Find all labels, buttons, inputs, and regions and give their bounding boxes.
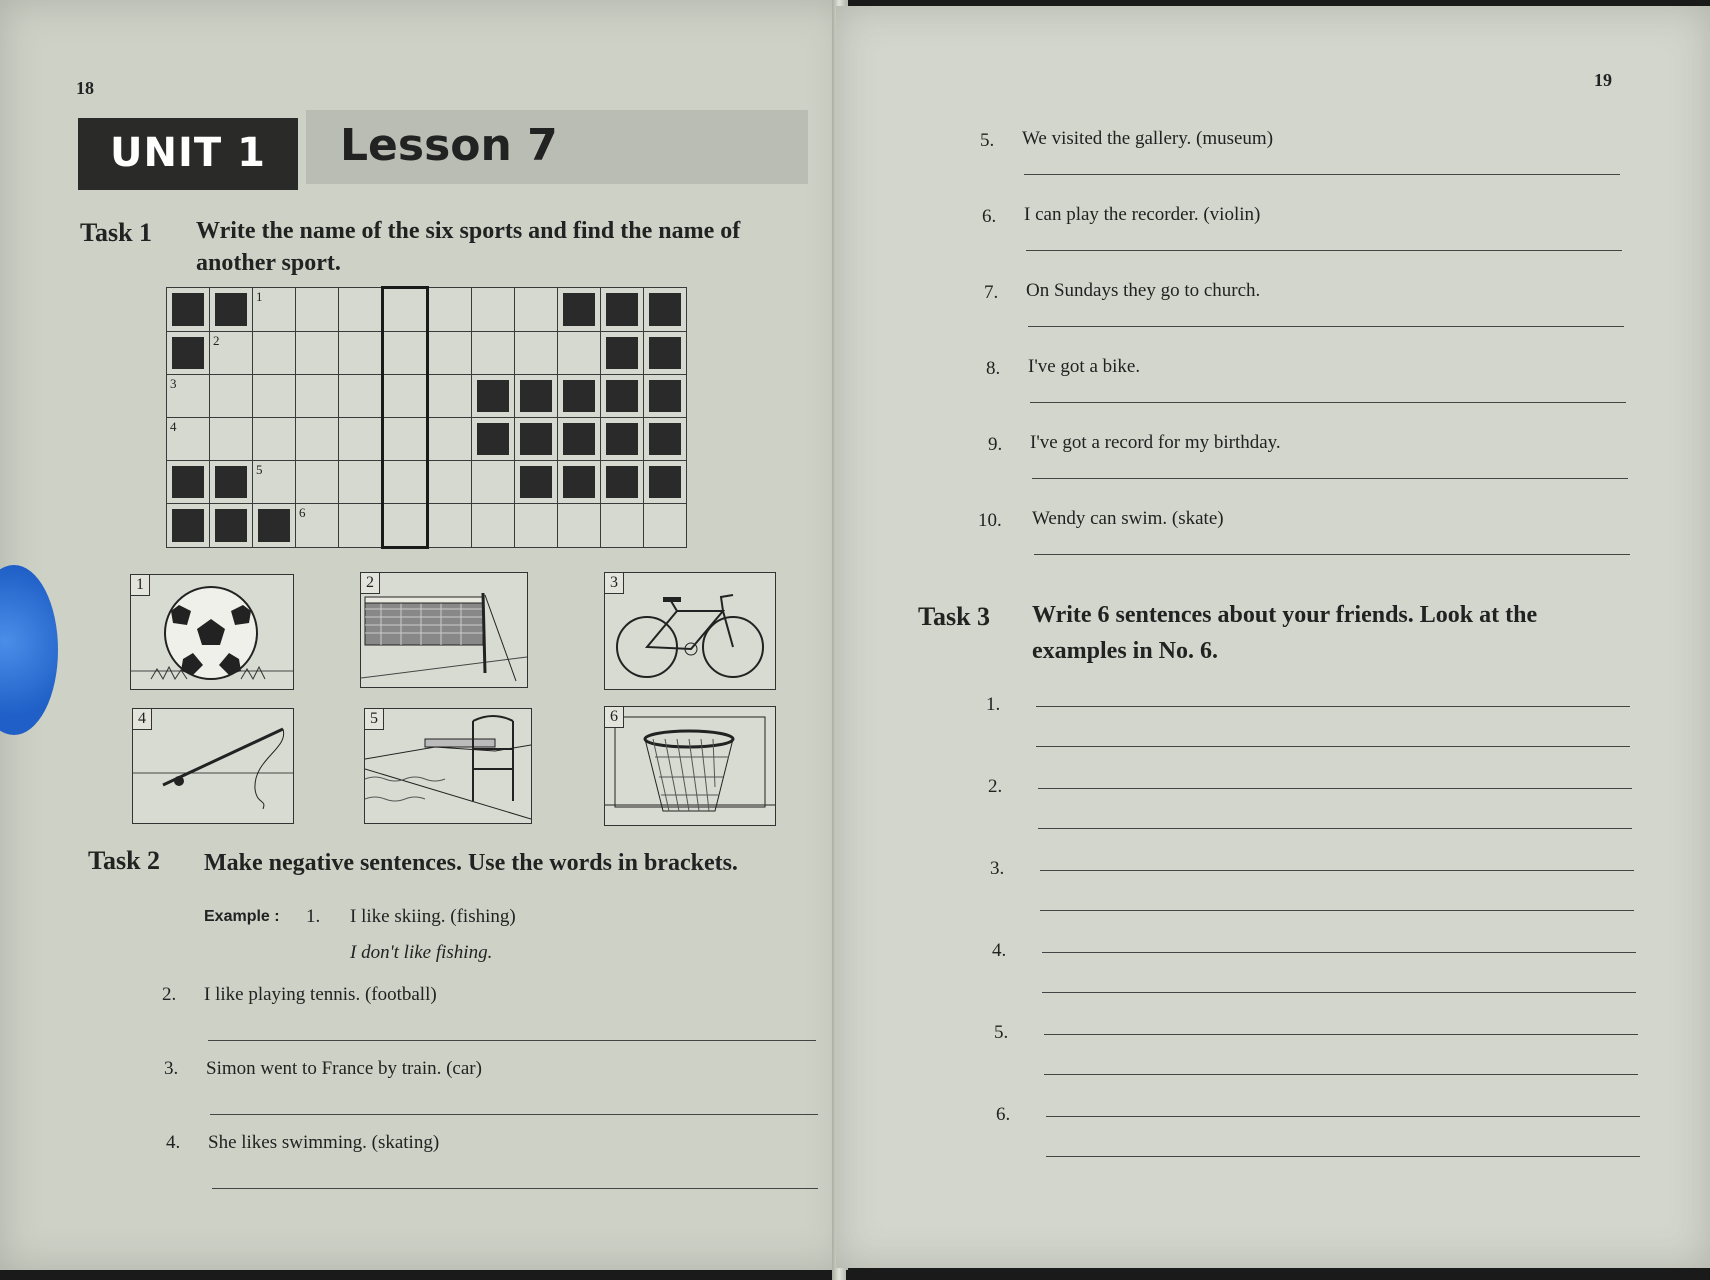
crossword-cell[interactable] [515, 332, 558, 375]
crossword-black-cell [210, 288, 253, 332]
answer-line[interactable] [1042, 952, 1636, 953]
crossword-cell[interactable] [428, 418, 472, 461]
fishing-rod-icon [133, 709, 293, 823]
crossword-grid [166, 286, 687, 549]
crossword-black-cell [644, 461, 687, 504]
task3-instruction-line2: examples in No. 6. [1032, 638, 1218, 664]
basketball-hoop-icon [605, 707, 775, 825]
crossword-number: 1 [256, 289, 263, 304]
crossword-cell[interactable] [472, 332, 515, 375]
task3-instruction-line1: Write 6 sentences about your friends. Look at the [1032, 602, 1538, 628]
crossword-cell[interactable] [339, 418, 383, 461]
crossword-hidden-word-cell[interactable] [383, 504, 428, 548]
crossword-hidden-word-cell[interactable] [383, 375, 428, 418]
answer-line[interactable] [1036, 746, 1630, 747]
crossword-black-cell [167, 332, 210, 375]
crossword-black-cell [601, 375, 644, 418]
item-number: 1. [986, 694, 1001, 715]
task2-item-text: I've got a record for my birthday. [1030, 432, 1281, 453]
crossword-black-cell [644, 332, 687, 375]
crossword-cell[interactable] [253, 288, 296, 332]
answer-line[interactable] [1038, 788, 1632, 789]
answer-line[interactable] [1032, 478, 1628, 479]
crossword-cell[interactable] [296, 332, 339, 375]
crossword-hidden-word-cell[interactable] [383, 332, 428, 375]
crossword-cell[interactable] [601, 504, 644, 548]
answer-line[interactable] [210, 1114, 818, 1115]
picture-number: 2 [361, 573, 380, 594]
crossword-cell[interactable] [167, 375, 210, 418]
item-number: 2. [988, 776, 1003, 797]
answer-line[interactable] [1044, 1074, 1638, 1075]
task2-label: Task 2 [88, 846, 161, 875]
left-page [0, 0, 848, 1270]
crossword-hidden-word-cell[interactable] [383, 461, 428, 504]
picture-number: 4 [133, 709, 152, 730]
crossword-cell[interactable] [472, 288, 515, 332]
crossword-hidden-word-cell[interactable] [383, 288, 428, 332]
item-number: 4. [166, 1132, 181, 1153]
crossword-cell[interactable] [339, 504, 383, 548]
item-number: 6. [982, 206, 997, 227]
crossword-black-cell [558, 288, 601, 332]
item-number: 5. [980, 130, 995, 151]
task1-instruction-line1: Write the name of the six sports and find the name of [196, 218, 741, 244]
page-number-right: 19 [1594, 70, 1612, 90]
picture-number: 5 [365, 709, 384, 730]
item-number: 2. [162, 984, 177, 1005]
crossword-black-cell [558, 461, 601, 504]
crossword-cell[interactable] [515, 504, 558, 548]
answer-line[interactable] [208, 1040, 816, 1041]
example-answer: I don't like fishing. [350, 942, 493, 963]
crossword-black-cell [167, 504, 210, 548]
item-number: 10. [978, 510, 1002, 531]
crossword-number: 2 [213, 333, 220, 348]
answer-line[interactable] [1028, 326, 1624, 327]
answer-line[interactable] [1044, 1034, 1638, 1035]
bicycle-icon [605, 573, 775, 689]
crossword-cell[interactable] [253, 332, 296, 375]
crossword-cell[interactable] [253, 418, 296, 461]
crossword-black-cell [167, 288, 210, 332]
crossword-cell[interactable] [210, 418, 253, 461]
crossword-black-cell [472, 375, 515, 418]
crossword-cell[interactable] [296, 418, 339, 461]
crossword-hidden-word-cell[interactable] [383, 418, 428, 461]
task2-instruction: Make negative sentences. Use the words in brackets. [204, 850, 738, 876]
task2-item-text: On Sundays they go to church. [1026, 280, 1261, 301]
crossword-cell[interactable] [339, 375, 383, 418]
crossword-black-cell [472, 418, 515, 461]
crossword-black-cell [167, 461, 210, 504]
crossword-cell[interactable] [339, 288, 383, 332]
answer-line[interactable] [1026, 250, 1622, 251]
crossword-cell[interactable] [210, 332, 253, 375]
picture-6-basketball-hoop [604, 706, 776, 826]
crossword-number: 4 [170, 419, 177, 434]
answer-line[interactable] [1040, 870, 1634, 871]
item-number: 3. [164, 1058, 179, 1079]
crossword-cell[interactable] [428, 332, 472, 375]
task2-item-text: She likes swimming. (skating) [208, 1132, 440, 1153]
crossword-cell[interactable] [515, 288, 558, 332]
crossword-black-cell [601, 461, 644, 504]
football-icon [131, 575, 293, 689]
answer-line[interactable] [1038, 828, 1632, 829]
task1-instruction-line2: another sport. [196, 250, 341, 276]
tennis-net-icon [361, 573, 527, 687]
crossword-black-cell [601, 418, 644, 461]
crossword-cell[interactable] [472, 504, 515, 548]
crossword-cell[interactable] [167, 418, 210, 461]
crossword-cell[interactable] [339, 332, 383, 375]
answer-line[interactable] [1046, 1116, 1640, 1117]
crossword-cell[interactable] [558, 504, 601, 548]
blue-glove-finger [0, 565, 58, 735]
crossword-number: 5 [256, 462, 263, 477]
answer-line[interactable] [1024, 174, 1620, 175]
picture-5-swimming-pool [364, 708, 532, 824]
crossword-black-cell [253, 504, 296, 548]
example-number: 1. [306, 906, 321, 927]
crossword-black-cell [515, 375, 558, 418]
task2-item-text: I like playing tennis. (football) [204, 984, 437, 1005]
crossword-cell[interactable] [296, 504, 339, 548]
crossword-black-cell [558, 418, 601, 461]
right-page [836, 6, 1710, 1268]
picture-number: 1 [131, 575, 150, 596]
crossword-black-cell [644, 375, 687, 418]
crossword-black-cell [210, 461, 253, 504]
crossword-black-cell [601, 288, 644, 332]
swimming-pool-icon [365, 709, 531, 823]
crossword-cell[interactable] [558, 332, 601, 375]
example-label: Example : [204, 908, 280, 925]
crossword-number: 6 [299, 505, 306, 520]
task2-item-text: I can play the recorder. (violin) [1024, 204, 1261, 225]
task2-item-text: I've got a bike. [1028, 356, 1141, 377]
crossword-cell[interactable] [472, 461, 515, 504]
item-number: 4. [992, 940, 1007, 961]
crossword-cell[interactable] [296, 375, 339, 418]
item-number: 6. [996, 1104, 1011, 1125]
crossword-cell[interactable] [428, 461, 472, 504]
answer-line[interactable] [1034, 554, 1630, 555]
picture-2-tennis-net [360, 572, 528, 688]
unit-banner [78, 118, 298, 190]
crossword-black-cell [644, 418, 687, 461]
item-number: 7. [984, 282, 999, 303]
crossword-cell[interactable] [339, 461, 383, 504]
crossword-cell[interactable] [428, 504, 472, 548]
answer-line[interactable] [1042, 992, 1636, 993]
picture-number: 6 [605, 707, 624, 728]
picture-number: 3 [605, 573, 624, 594]
answer-line[interactable] [1036, 706, 1630, 707]
crossword-black-cell [515, 461, 558, 504]
crossword-black-cell [644, 288, 687, 332]
example-sentence: I like skiing. (fishing) [350, 906, 516, 927]
task1-label: Task 1 [80, 218, 153, 247]
item-number: 9. [988, 434, 1003, 455]
crossword-black-cell [558, 375, 601, 418]
crossword-cell[interactable] [644, 504, 687, 548]
crossword-black-cell [515, 418, 558, 461]
task2-item-text: Wendy can swim. (skate) [1032, 508, 1224, 529]
item-number: 8. [986, 358, 1001, 379]
answer-line[interactable] [1030, 402, 1626, 403]
task3-label: Task 3 [918, 602, 991, 631]
crossword-cell[interactable] [428, 288, 472, 332]
task2-item-text: Simon went to France by train. (car) [206, 1058, 482, 1079]
crossword-cell[interactable] [253, 375, 296, 418]
picture-1-football [130, 574, 294, 690]
answer-line[interactable] [1046, 1156, 1640, 1157]
answer-line[interactable] [212, 1188, 818, 1189]
item-number: 5. [994, 1022, 1009, 1043]
answer-line[interactable] [1040, 910, 1634, 911]
crossword-cell[interactable] [296, 461, 339, 504]
lesson-label: Lesson 7 [340, 120, 558, 171]
crossword-number: 3 [170, 376, 177, 391]
page-number-left: 18 [76, 78, 94, 98]
lesson-banner [306, 110, 808, 184]
task2-item-text: We visited the gallery. (museum) [1022, 128, 1274, 149]
crossword-black-cell [210, 504, 253, 548]
crossword-cell[interactable] [296, 288, 339, 332]
crossword-black-cell [601, 332, 644, 375]
picture-4-fishing-rod [132, 708, 294, 824]
item-number: 3. [990, 858, 1005, 879]
unit-label: UNIT 1 [110, 130, 266, 176]
picture-3-bicycle [604, 572, 776, 690]
crossword-cell[interactable] [210, 375, 253, 418]
crossword-cell[interactable] [428, 375, 472, 418]
crossword-cell[interactable] [253, 461, 296, 504]
